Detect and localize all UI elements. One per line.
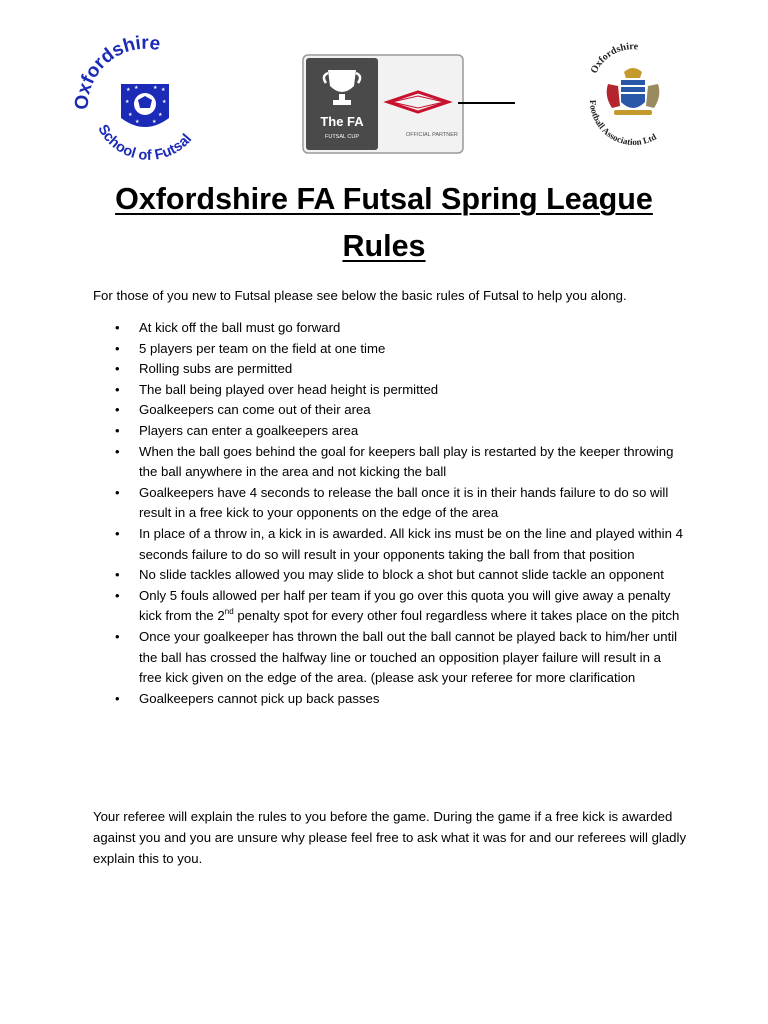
svg-text:★: ★ [134,85,139,91]
fa-futsal-cup-logo [302,54,464,154]
rule-item: • At kick off the ball must go forward [93,318,685,339]
svg-text:Oxfordshire: Oxfordshire [71,32,162,111]
rule-item: • Goalkeepers cannot pick up back passes [93,689,685,710]
title-line-1: Oxfordshire FA Futsal Spring League [115,182,653,216]
svg-text:Football Association Ltd: Football Association Ltd [587,99,658,148]
svg-text:★: ★ [161,87,166,93]
intro-paragraph: For those of you new to Futsal please see below the basic rules of Futsal to help you along. [93,288,627,303]
ordinal-suffix: nd [224,606,234,616]
svg-text:★: ★ [152,119,157,125]
rule-item: • 5 players per team on the field at one time [93,339,685,360]
oxfordshire-fa-crest-logo [578,40,688,148]
svg-text:★: ★ [153,85,158,91]
rule-item: • Players can enter a goalkeepers area [93,421,685,442]
svg-text:★: ★ [135,119,140,125]
page-title [80,176,688,270]
oxfordshire-school-of-futsal-logo [68,30,222,172]
closing-paragraph: Your referee will explain the rules to you before the game. During the game if a free kick is awarded against you and you are unsure why please feel free to ask what it was for and our referees will gladly explain this to you. [93,809,687,866]
rule-item [93,586,685,627]
rule-item: • Goalkeepers can come out of their area [93,400,685,421]
svg-text:★: ★ [128,112,133,118]
rule-item: • Once your goalkeeper has thrown the ball out the ball cannot be played back to him/her until the ball has crossed the halfway line or touched an opposition player failure will result in a free kick given on the edge of the area. (please ask your referee for more clarification [93,627,685,689]
title-line-2: Rules [342,229,426,263]
crest-supporter-left-icon [607,84,620,108]
svg-text:Oxfordshire: Oxfordshire [588,41,639,76]
rule-text-part: Only 5 fouls allowed per half per team if you go over this quota you will give away a penalty kick from the 2 [139,587,671,624]
logo-rule-line [458,102,515,104]
svg-text:★: ★ [126,87,131,93]
svg-text:★: ★ [125,99,130,105]
rule-item: • When the ball goes behind the goal for keepers ball play is restarted by the keeper throwing the ball anywhere in the area and not kicking the ball [93,442,685,483]
svg-text:The FA: The FA [320,114,364,129]
rule-item: • No slide tackles allowed you may slide to block a shot but cannot slide tackle an opponent [93,565,685,586]
svg-text:★: ★ [158,112,163,118]
rule-item: • The ball being played over head height is permitted [93,380,685,401]
rule-item: • Rolling subs are permitted [93,359,685,380]
svg-text:FUTSAL CUP: FUTSAL CUP [324,134,360,140]
svg-text:★: ★ [162,99,167,105]
svg-text:OFFICIAL PARTNER: OFFICIAL PARTNER [406,132,458,138]
rules-list [93,318,685,709]
rule-text-part: penalty spot for every other foul regardless where it takes place on the pitch [233,608,680,624]
svg-text:School of Futsal: School of Futsal [94,122,196,165]
crest-supporter-right-icon [646,84,659,108]
rule-item: • Goalkeepers have 4 seconds to release the ball once it is in their hands failure to do so will result in a free kick to your opponents on the edge of the area [93,483,685,524]
rule-item: • In place of a throw in, a kick in is awarded. All kick ins must be on the line and played within 4 seconds failure to do so will result in your opponents taking the ball from that position [93,524,685,565]
